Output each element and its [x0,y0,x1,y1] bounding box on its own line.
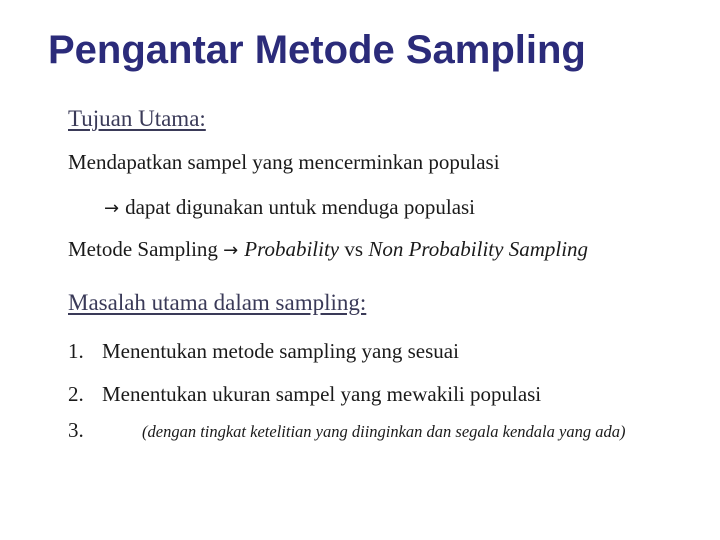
section-heading-masalah: Masalah utama dalam sampling: [68,290,367,315]
text-probability: Probability [244,237,340,261]
text-line-1: Mendapatkan sampel yang mencerminkan populasi [68,150,500,174]
text-non-probability: Non Probability Sampling [368,237,589,261]
section-heading-tujuan: Tujuan Utama: [68,106,206,131]
text-line-3 [68,237,588,262]
right-arrow-icon: → [104,198,120,219]
text-line-2 [104,195,475,220]
text-line-3-prefix: Metode Sampling [68,237,218,261]
text-line-2-body: dapat digunakan untuk menduga populasi [125,195,476,219]
list-number: 1. [68,339,84,363]
list-item-note: (dengan tingkat ketelitian yang diinginkan dan segala kendala yang ada) [142,422,626,441]
list-number: 3. [68,418,84,442]
slide-title: Pengantar Metode Sampling [48,28,586,72]
text-vs: vs [344,237,364,261]
right-arrow-icon: → [223,240,239,261]
list-number: 2. [68,382,84,406]
list-item: Menentukan metode sampling yang sesuai [102,339,459,363]
list-item: Menentukan ukuran sampel yang mewakili populasi [102,382,542,406]
